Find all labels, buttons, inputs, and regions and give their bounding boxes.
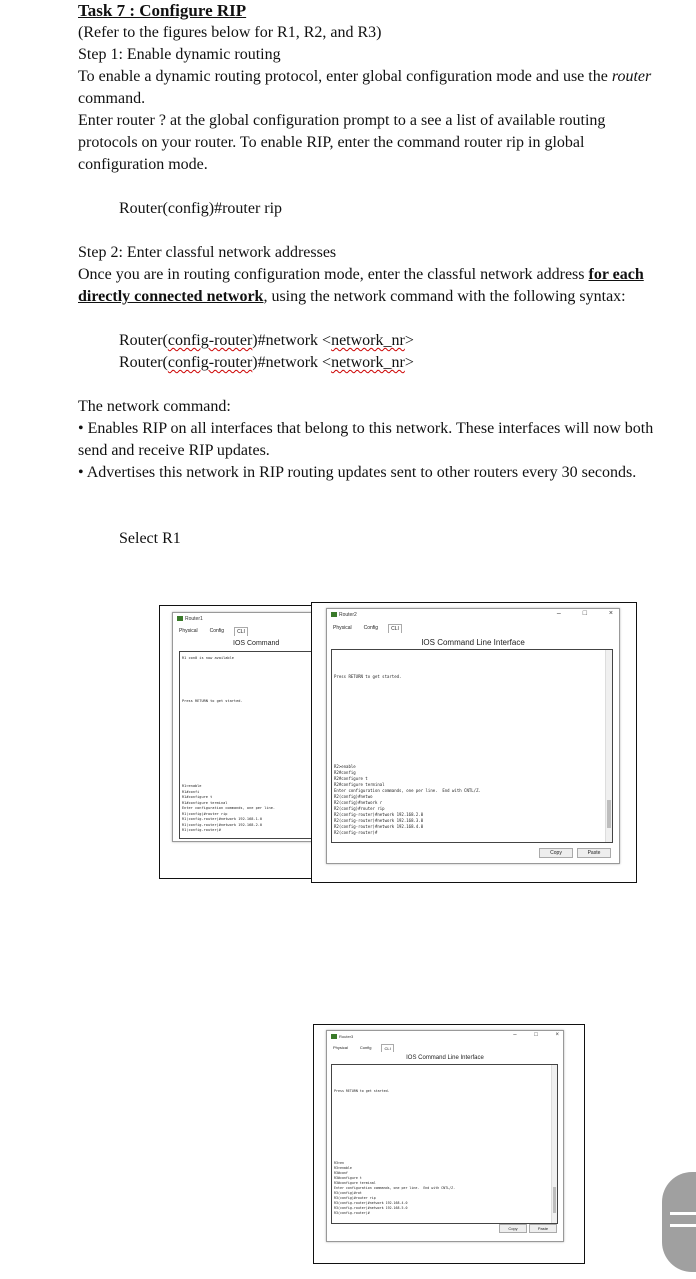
router3-window-controls[interactable]: – □ × xyxy=(513,1032,567,1038)
terminal-line: R1(config)#router rip xyxy=(182,811,228,816)
copy-button[interactable]: Copy xyxy=(539,848,573,858)
router3-window xyxy=(326,1030,567,1242)
text-span: Once you are in routing configuration mode, enter the classful network address xyxy=(78,266,589,283)
packet-tracer-logo-icon xyxy=(331,612,337,617)
tab-config[interactable]: Config xyxy=(209,628,225,634)
terminal-line: R2(config)#netwo xyxy=(334,794,373,799)
terminal-line: R2#config xyxy=(334,770,356,775)
bullet-advertises: • Advertises this network in RIP routing updates sent to other routers every 30 seconds. xyxy=(78,464,637,481)
terminal-line: R2(config-router)# xyxy=(334,830,378,835)
terminal-line: R2#configure terminal xyxy=(334,782,385,787)
terminal-line: R2>enable xyxy=(334,764,356,769)
router3-ios-heading: IOS Command Line Interface xyxy=(406,1055,484,1061)
terminal-line: R3>en xyxy=(334,1161,344,1165)
tab-cli[interactable]: CLI xyxy=(388,624,402,633)
paragraph-router-command xyxy=(78,66,658,110)
tab-physical[interactable]: Physical xyxy=(333,625,352,631)
router3-terminal[interactable] xyxy=(331,1064,558,1224)
terminal-line: R3(config)#rot xyxy=(334,1191,362,1195)
r2-scrollbar[interactable] xyxy=(605,650,612,842)
text-span: > xyxy=(404,354,414,371)
terminal-line: R2(config)#router rip xyxy=(334,806,385,811)
packet-tracer-logo-icon xyxy=(331,1034,337,1039)
router3-title xyxy=(331,1034,353,1039)
text-span: command. xyxy=(78,90,146,107)
router2-title-text: Router2 xyxy=(339,612,357,618)
text-span: > xyxy=(404,332,414,349)
terminal-line: Enter configuration commands, one per line. End with CNTL/Z. xyxy=(334,788,481,793)
text-span: To enable a dynamic routing protocol, enter global configuration mode and use the xyxy=(78,68,612,85)
r1-terminal-line: R1 con0 is now available xyxy=(182,656,234,660)
terminal-line: R1(config-router)#network 192.168.2.0 xyxy=(182,822,263,827)
router1-window xyxy=(172,612,319,842)
router1-ios-heading: IOS Command xyxy=(233,640,280,647)
terminal-line: R3>enable xyxy=(334,1166,352,1170)
text-span: )#network < xyxy=(252,354,332,371)
text-span: Router( xyxy=(119,354,168,371)
tab-physical[interactable]: Physical xyxy=(179,628,198,634)
router2-window xyxy=(326,608,623,864)
router3-title-text: Router3 xyxy=(339,1034,354,1039)
command-router-rip: Router(config)#router rip xyxy=(119,200,283,217)
bold-underline-text: for each directly connected network xyxy=(78,266,644,305)
terminal-line: R2(config)#network r xyxy=(334,800,383,805)
r2-terminal-lines xyxy=(334,764,481,836)
terminal-line: R3#conf xyxy=(334,1171,348,1175)
refer-text: (Refer to the figures below for R1, R2, and R3) xyxy=(78,24,382,41)
terminal-line: Enter configuration commands, one per line. End with CNTL/Z. xyxy=(334,1186,456,1190)
router-italic: router xyxy=(611,68,652,85)
terminal-line: R1(config-router)#network 192.168.1.0 xyxy=(182,817,263,821)
terminal-line: Enter configuration commands, one per line. xyxy=(182,806,276,810)
r3-press-return: Press RETURN to get started. xyxy=(334,1089,390,1093)
text-span: config-router xyxy=(167,332,253,349)
paragraph-classful xyxy=(78,264,658,308)
r3-scrollbar[interactable] xyxy=(551,1065,557,1223)
router2-window-controls[interactable]: – □ × xyxy=(556,610,623,617)
terminal-line: R2(config-router)#network 192.168.2.0 xyxy=(334,812,424,817)
tab-cli[interactable]: CLI xyxy=(381,1044,393,1052)
menu-line-icon xyxy=(670,1212,696,1215)
terminal-line: R3(config-router)#network 192.168.4.0 xyxy=(334,1201,408,1205)
command-network-2 xyxy=(78,352,658,374)
text-span: Router( xyxy=(119,332,168,349)
terminal-line: R2(config-router)#network 192.168.4.0 xyxy=(334,824,424,829)
router3-tabs xyxy=(331,1044,394,1052)
terminal-line: R2(config-router)#network 192.168.3.0 xyxy=(334,818,424,823)
terminal-line: R3(config)#router rip xyxy=(334,1196,376,1200)
terminal-line: R1(config-router)# xyxy=(182,828,221,832)
step2-heading: Step 2: Enter classful network addresses xyxy=(78,244,337,261)
router1-title xyxy=(177,616,203,622)
text-span: config-router xyxy=(167,354,253,371)
text-span: network_nr xyxy=(331,354,405,371)
terminal-line: R3(config-router)# xyxy=(334,1211,370,1215)
terminal-line: R1#configure t xyxy=(182,795,213,799)
step1-heading: Step 1: Enable dynamic routing xyxy=(78,46,281,63)
terminal-line: R2#configure t xyxy=(334,776,368,781)
tab-config[interactable]: Config xyxy=(359,1045,372,1050)
task-title: Task 7 : Configure RIP xyxy=(78,1,247,20)
text-span: network_nr xyxy=(331,332,405,349)
tab-config[interactable]: Config xyxy=(363,625,379,631)
tab-physical[interactable]: Physical xyxy=(333,1045,348,1050)
router1-tabs xyxy=(177,627,248,636)
r2-scrollbar-thumb[interactable] xyxy=(607,800,611,828)
network-command-heading: The network command: xyxy=(78,398,231,415)
terminal-line: R3#configure terminal xyxy=(334,1181,376,1185)
router2-title xyxy=(331,612,357,618)
bullet-enables-rip: • Enables RIP on all interfaces that belong to this network. These interfaces will now both send and receive RIP updates. xyxy=(78,420,654,459)
terminal-line: R1#configure terminal xyxy=(182,800,228,805)
r1-terminal-lines xyxy=(182,784,275,834)
paragraph-enter-router: Enter router ? at the global configuration prompt to a see a list of available routing protocols on your router. To enable RIP, enter the command router rip in global configuration mode. xyxy=(78,112,606,173)
command-network-1 xyxy=(78,330,658,352)
terminal-line: R3(config-router)#network 192.168.5.0 xyxy=(334,1206,408,1210)
terminal-line: R1#confi xyxy=(182,789,200,794)
text-span: )#network < xyxy=(252,332,332,349)
router2-terminal[interactable] xyxy=(331,649,613,843)
copy-button[interactable]: Copy xyxy=(499,1224,527,1233)
router1-title-text: Router1 xyxy=(185,616,203,622)
r3-terminal-lines xyxy=(334,1161,455,1216)
text-span: , using the network command with the following syntax: xyxy=(263,288,626,305)
document-body xyxy=(78,0,658,550)
router2-tabs xyxy=(331,624,402,633)
menu-line-icon xyxy=(670,1224,696,1227)
terminal-line: R3#configure t xyxy=(334,1176,362,1180)
r1-press-return: Press RETURN to get started. xyxy=(182,699,243,703)
router2-ios-heading: IOS Command Line Interface xyxy=(421,638,525,647)
side-menu-tab[interactable] xyxy=(662,1172,696,1272)
paste-button[interactable]: Paste xyxy=(529,1224,557,1233)
terminal-line: R1>enable xyxy=(182,784,202,788)
packet-tracer-logo-icon xyxy=(177,616,183,621)
r2-press-return: Press RETURN to get started. xyxy=(334,674,402,679)
r3-scrollbar-thumb[interactable] xyxy=(553,1187,556,1213)
tab-cli[interactable]: CLI xyxy=(234,627,248,636)
paste-button[interactable]: Paste xyxy=(577,848,611,858)
router1-terminal[interactable] xyxy=(179,651,317,839)
select-r1: Select R1 xyxy=(119,530,181,547)
